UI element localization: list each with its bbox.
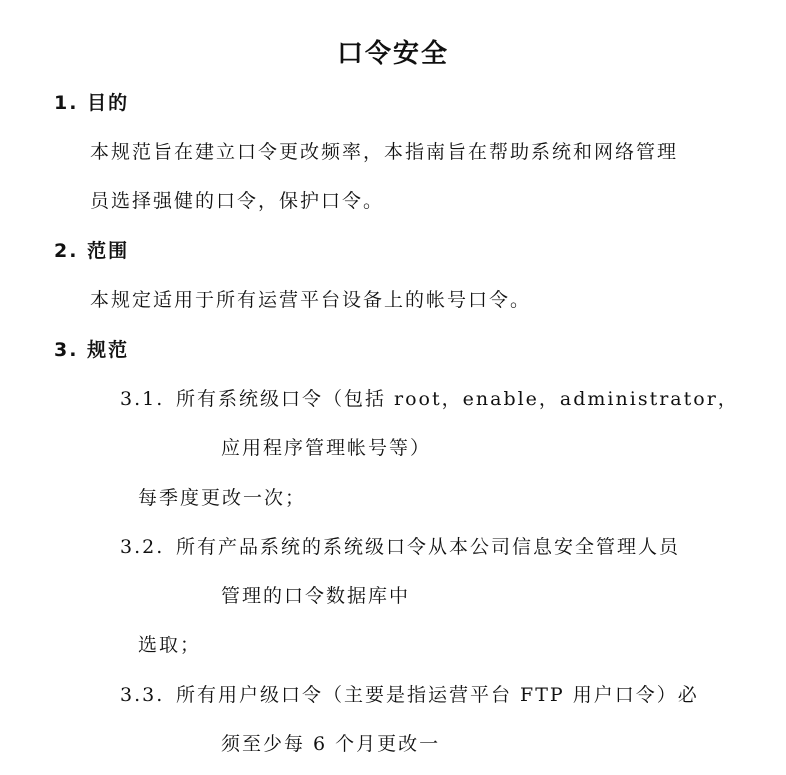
item-3-3-text-line-2: 须至少每 6 个月更改一 xyxy=(221,733,441,755)
item-3-2-tail: 选取； xyxy=(138,634,202,656)
item-3-2-line-1 xyxy=(120,534,680,560)
section-2-heading: 范围 xyxy=(87,240,130,262)
section-1-heading: 目的 xyxy=(87,92,130,114)
item-3-2-text-line-2: 管理的口令数据库中 xyxy=(221,585,411,607)
item-3-1-text-line-1: 所有系统级口令（包括 root，enable，administrator， xyxy=(176,388,739,410)
item-3-3-text-line-1: 所有用户级口令（主要是指运营平台 FTP 用户口令）必 xyxy=(176,684,699,706)
section-1-paragraph-line-1: 本规范旨在建立口令更改频率，本指南旨在帮助系统和网络管理 xyxy=(90,141,679,163)
item-3-1-tail: 每季度更改一次； xyxy=(138,487,307,509)
section-1-paragraph-line-2: 员选择强健的口令，保护口令。 xyxy=(90,190,385,212)
section-2-number: 2. xyxy=(54,240,79,262)
section-1-number: 1. xyxy=(54,92,79,114)
section-3-heading: 规范 xyxy=(87,339,130,361)
item-3-1-line-1 xyxy=(120,386,739,412)
section-2-paragraph-line-1: 本规定适用于所有运营平台设备上的帐号口令。 xyxy=(90,289,532,311)
item-3-3-number: 3.3. xyxy=(120,684,165,706)
section-1-heading-row xyxy=(54,90,129,116)
section-3-number: 3. xyxy=(54,339,79,361)
section-3-heading-row xyxy=(54,337,129,363)
item-3-1-text-line-2: 应用程序管理帐号等） xyxy=(221,437,432,459)
item-3-2-text-line-1: 所有产品系统的系统级口令从本公司信息安全管理人员 xyxy=(176,536,681,558)
item-3-2-number: 3.2. xyxy=(120,536,165,558)
document-title: 口令安全 xyxy=(336,39,449,69)
item-3-3-line-1 xyxy=(120,682,699,708)
section-2-heading-row xyxy=(54,238,129,264)
item-3-1-number: 3.1. xyxy=(120,388,165,410)
